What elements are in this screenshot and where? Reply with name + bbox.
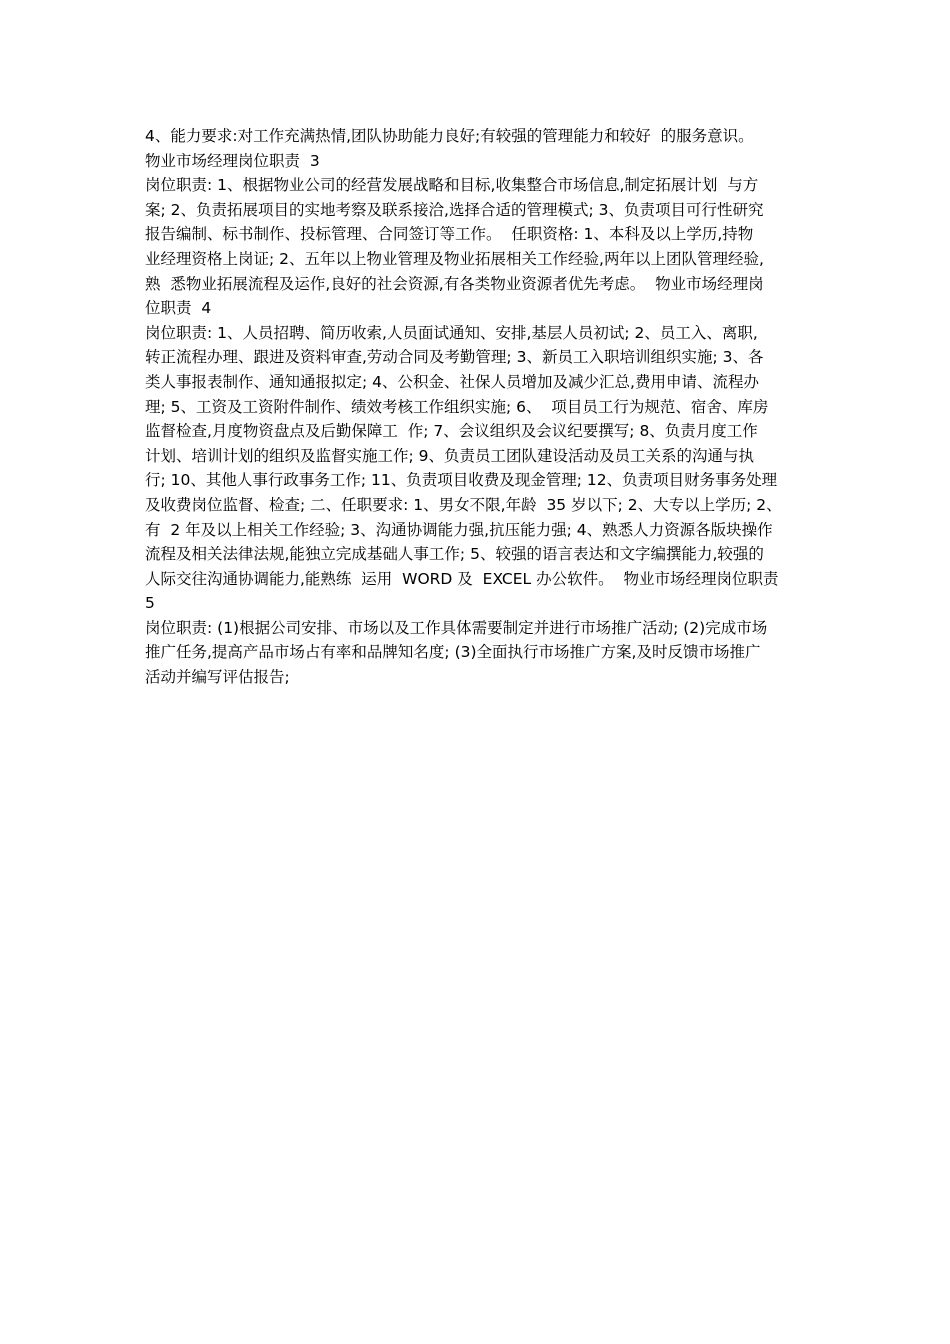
text-line: 推广任务,提高产品市场占有率和品牌知名度; (3)全面执行市场推广方案,及时反馈市场推广 — [145, 643, 761, 662]
text-line: 类人事报表制作、通知通报拟定; 4、公积金、社保人员增加及减少汇总,费用申请、流程办 — [145, 372, 759, 391]
text-line: 岗位职责: 1、人员招聘、简历收索,人员面试通知、安排,基层人员初试; 2、员工入、离职, — [145, 323, 758, 342]
text-line: 案; 2、负责拓展项目的实地考察及联系接洽,选择合适的管理模式; 3、负责项目可行性研究 — [145, 200, 764, 219]
text-line: 行; 10、其他人事行政事务工作; 11、负责项目收费及现金管理; 12、负责项目财务事务处理 — [145, 471, 778, 490]
text-line: 理; 5、工资及工资附件制作、绩效考核工作组织实施; 6、 项目员工行为规范、宿舍、库房 — [145, 397, 769, 416]
section-heading: 物业市场经理岗位职责 3 — [145, 151, 320, 170]
text-line: 熟 悉物业拓展流程及运作,良好的社会资源,有各类物业资源者优先考虑。 物业市场经理岗 — [145, 274, 764, 293]
text-line: 监督检查,月度物资盘点及后勤保障工 作; 7、会议组织及会议纪要撰写; 8、负责月度工作 — [145, 422, 758, 441]
text-line: 岗位职责: (1)根据公司安排、市场以及工作具体需要制定并进行市场推广活动; (2)完成市场 — [145, 618, 768, 637]
text-line: 转正流程办理、跟进及资料审查,劳动合同及考勤管理; 3、新员工入职培训组织实施; 3、各 — [145, 348, 764, 367]
text-line: 业经理资格上岗证; 2、五年以上物业管理及物业拓展相关工作经验,两年以上团队管理经验, — [145, 249, 764, 268]
text-line: 位职责 4 — [145, 299, 212, 318]
text-line: 计划、培训计划的组织及监督实施工作; 9、负责员工团队建设活动及员工关系的沟通与执 — [145, 446, 755, 465]
text-line: 活动并编写评估报告; — [145, 668, 290, 687]
text-line: 流程及相关法律法规,能独立完成基础人事工作; 5、较强的语言表达和文字编撰能力,较强的 — [145, 545, 764, 564]
document-body — [145, 124, 811, 690]
text-line: 及收费岗位监督、检查; 二、任职要求: 1、男女不限,年龄 35 岁以下; 2、大专以上学历; 2、 — [145, 495, 782, 514]
text-line: 人际交往沟通协调能力,能熟练 运用 WORD 及 EXCEL 办公软件。 物业市场经理岗位职责 — [145, 569, 779, 588]
text-line: 报告编制、标书制作、投标管理、合同签订等工作。 任职资格: 1、本科及以上学历,持物 — [145, 225, 754, 244]
text-line: 4、能力要求:对工作充满热情,团队协助能力良好;有较强的管理能力和较好 的服务意识。 — [145, 127, 754, 145]
text-line: 有 2 年及以上相关工作经验; 3、沟通协调能力强,抗压能力强; 4、熟悉人力资源各版块操作 — [145, 520, 773, 539]
text-line: 5 — [145, 594, 155, 613]
text-line: 岗位职责: 1、根据物业公司的经营发展战略和目标,收集整合市场信息,制定拓展计划 与方 — [145, 176, 759, 195]
